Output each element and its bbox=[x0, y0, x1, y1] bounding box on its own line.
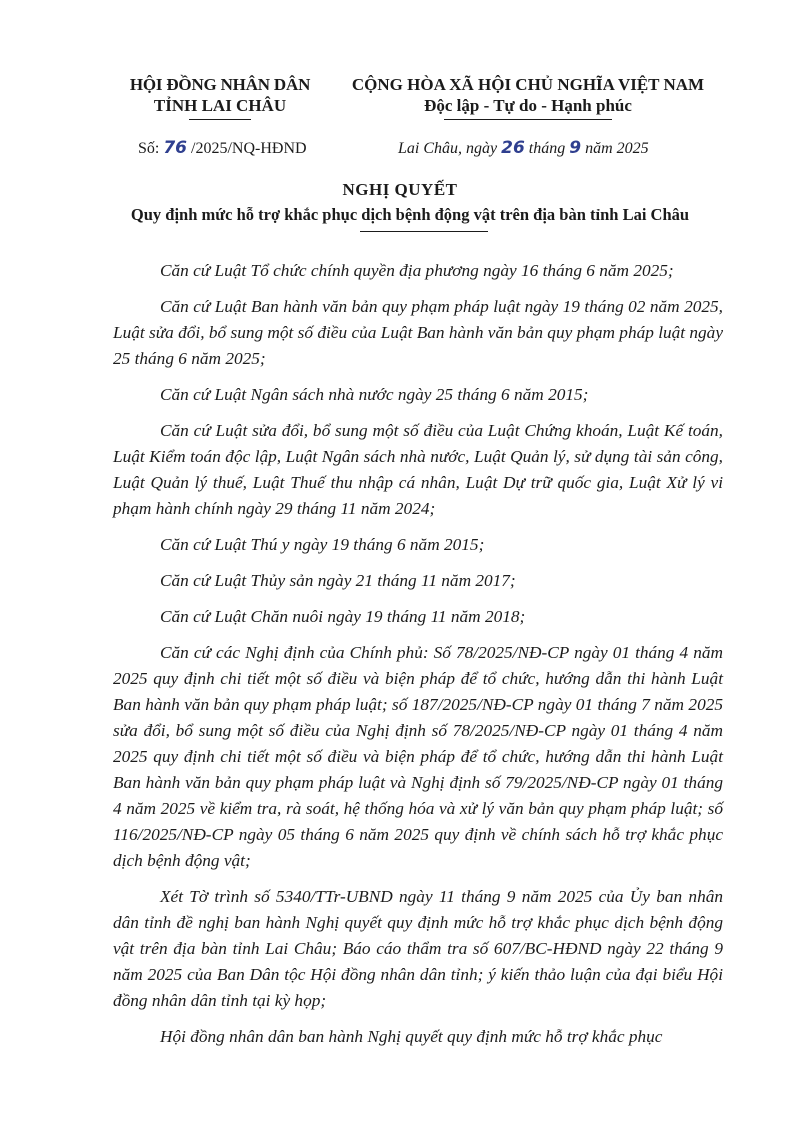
legal-basis-paragraph: Căn cứ Luật Tổ chức chính quyền địa phương ngày 16 tháng 6 năm 2025; bbox=[160, 261, 674, 280]
legal-basis-paragraph: Căn cứ Luật Thú y ngày 19 tháng 6 năm 2015; bbox=[160, 535, 485, 554]
place-text: Lai Châu, ngày bbox=[398, 140, 502, 157]
issuing-authority bbox=[120, 74, 320, 120]
document-title: NGHỊ QUYẾT bbox=[342, 180, 458, 199]
month-label: tháng bbox=[524, 140, 570, 157]
national-motto bbox=[348, 74, 708, 120]
handwritten-day: 26 bbox=[501, 138, 525, 158]
doc-number-suffix: /2025/NQ-HĐND bbox=[187, 140, 307, 157]
council-name: HỘI ĐỒNG NHÂN DÂN bbox=[129, 75, 311, 94]
legal-basis-paragraph: Căn cứ Luật Ban hành văn bản quy phạm pháp luật ngày 19 tháng 02 năm 2025, Luật sửa đổi, bổ sung một số điều của Luật Ban hành văn bản quy phạm pháp luật ngày 25 tháng 6 năm 2025; bbox=[113, 297, 723, 368]
motto-line: Độc lập - Tự do - Hạnh phúc bbox=[424, 96, 632, 115]
country-name: CỘNG HÒA XÃ HỘI CHỦ NGHĨA VIỆT NAM bbox=[351, 75, 705, 94]
document-subtitle: Quy định mức hỗ trợ khắc phục dịch bệnh động vật trên địa bàn tỉnh Lai Châu bbox=[130, 205, 690, 224]
province-name: TỈNH LAI CHÂU bbox=[153, 96, 287, 115]
authority-underline bbox=[189, 119, 251, 120]
legal-basis-paragraph: Căn cứ Luật sửa đổi, bổ sung một số điều của Luật Chứng khoán, Luật Kế toán, Luật Kiểm toán độc lập, Luật Ngân sách nhà nước, Luật Quản lý, sử dụng tài sản công, Luật Quản lý thuế, Luật Thuế thu nhập cá nhân, Luật Dự trữ quốc gia, Luật Xử lý vi phạm hành chính ngày 29 tháng 11 năm 2024; bbox=[113, 421, 723, 518]
legal-basis-paragraph: Căn cứ Luật Chăn nuôi ngày 19 tháng 11 năm 2018; bbox=[160, 607, 526, 626]
motto-underline bbox=[444, 119, 612, 120]
consideration-paragraph: Xét Tờ trình số 5340/TTr-UBND ngày 11 tháng 9 năm 2025 của Ủy ban nhân dân tỉnh đề nghị ban hành Nghị quyết quy định mức hỗ trợ khắc phục dịch bệnh động vật trên địa bàn tỉnh Lai Châu; Báo cáo thẩm tra số 607/BC-HĐND ngày 22 tháng 9 năm 2025 của Ban Dân tộc Hội đồng nhân dân tỉnh; ý kiến thảo luận của đại biểu Hội đồng nhân dân tỉnh tại kỳ họp; bbox=[113, 887, 723, 1010]
year-text: năm 2025 bbox=[581, 140, 649, 157]
subtitle-underline bbox=[360, 231, 488, 232]
handwritten-doc-number: 76 bbox=[163, 138, 188, 158]
enactment-paragraph: Hội đồng nhân dân ban hành Nghị quyết quy định mức hỗ trợ khắc phục bbox=[160, 1027, 663, 1046]
doc-number-prefix: Số: bbox=[138, 140, 164, 157]
legal-basis-paragraph: Căn cứ các Nghị định của Chính phủ: Số 78/2025/NĐ-CP ngày 01 tháng 4 năm 2025 quy định chi tiết một số điều và biện pháp để tổ chức, hướng dẫn thi hành Luật Ban hành văn bản quy phạm pháp luật; số 187/2025/NĐ-CP ngày 01 tháng 7 năm 2025 sửa đổi, bổ sung một số điều của Nghị định số 78/2025/NĐ-CP ngày 01 tháng 4 năm 2025 quy định chi tiết một số điều và biện pháp để tổ chức, hướng dẫn thi hành Luật Ban hành văn bản quy phạm pháp luật và Nghị định số 79/2025/NĐ-CP ngày 01 tháng 4 năm 2025 về kiểm tra, rà soát, hệ thống hóa và xử lý văn bản quy phạm pháp luật; số 116/2025/NĐ-CP ngày 05 tháng 6 năm 2025 quy định về chính sách hỗ trợ khắc phục dịch bệnh động vật; bbox=[113, 643, 723, 870]
legal-basis-paragraph: Căn cứ Luật Ngân sách nhà nước ngày 25 tháng 6 năm 2015; bbox=[160, 385, 589, 404]
document-body bbox=[113, 258, 723, 1050]
document-number bbox=[138, 138, 307, 158]
legal-basis-paragraph: Căn cứ Luật Thủy sản ngày 21 tháng 11 năm 2017; bbox=[160, 571, 516, 590]
handwritten-month: 9 bbox=[569, 138, 582, 158]
place-and-date bbox=[398, 138, 649, 158]
